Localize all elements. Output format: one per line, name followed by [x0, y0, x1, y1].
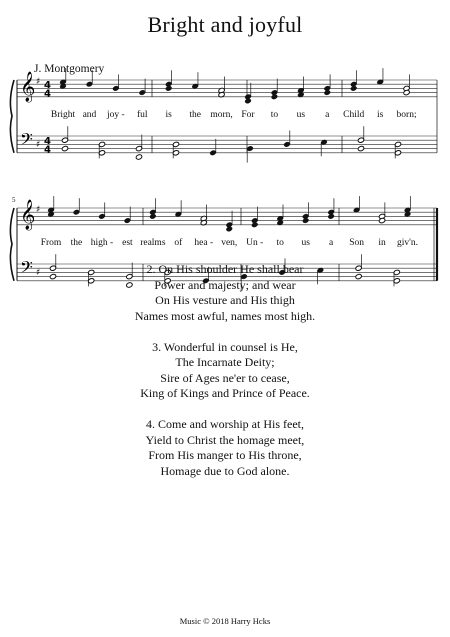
lyric-syllable: us — [301, 237, 310, 248]
verse-line: On His vesture and His thigh — [155, 293, 295, 307]
chord-note — [271, 94, 278, 100]
verse-line: Sire of Ages ne'er to cease, — [160, 370, 290, 385]
verses — [0, 262, 450, 495]
sharp-icon: ♯ — [36, 77, 41, 87]
verse-line: Names most awful, names most high. — [134, 308, 316, 323]
verse-line: Homage due to God alone. — [160, 463, 290, 478]
page-title: Bright and joyful — [147, 12, 303, 37]
score-system-1 — [10, 68, 437, 163]
lyric-syllable: the — [189, 109, 201, 120]
composer-credit: J. Montgomery — [34, 63, 105, 75]
lyric-syllable: Son — [349, 237, 364, 248]
lyric-syllable: high - — [90, 237, 114, 248]
bass-clef: 𝄢 — [20, 257, 33, 281]
verse-line: 3. Wonderful in counsel is He, — [152, 339, 298, 354]
lyric-syllable: realms — [140, 237, 166, 248]
lyric-syllable: From — [40, 237, 62, 248]
lyric-syllable: ful — [137, 109, 148, 120]
lyric-syllable: a — [329, 237, 334, 248]
lyric-syllable: in — [378, 237, 386, 248]
verse-line: 4. Come and worship at His feet, — [146, 417, 304, 431]
chord-note — [357, 146, 364, 152]
lyric-syllable: to — [276, 237, 284, 248]
verse-line: The Incarnate Deity; — [175, 355, 275, 369]
verse-line: Yield to Christ the homage meet, — [145, 432, 305, 447]
sharp-icon: ♯ — [36, 205, 41, 215]
verse-3 — [0, 340, 450, 402]
treble-clef: 𝄞 — [20, 200, 36, 230]
time-signature-top: 4 — [44, 80, 51, 91]
lyric-syllable: born; — [396, 109, 417, 120]
bass-clef: 𝄢 — [20, 129, 33, 153]
lyric-syllable: is — [165, 109, 172, 120]
verse-2 — [0, 262, 450, 324]
lyric-syllable: Un - — [246, 237, 264, 248]
chord-note — [149, 213, 156, 219]
chord-note — [328, 213, 335, 219]
brace — [10, 80, 14, 153]
lyric-syllable: to — [270, 109, 279, 120]
verse-line: Power and majesty; and wear — [154, 277, 296, 292]
lyric-syllable: ven, — [221, 237, 238, 248]
lyric-syllable: est — [122, 237, 133, 248]
chord-note — [244, 98, 251, 104]
sharp-icon: ♯ — [36, 268, 41, 278]
copyright-footer: Music © 2018 Harry Hcks — [179, 616, 271, 626]
lyric-syllable: joy - — [107, 109, 125, 120]
lyric-syllable: morn, — [210, 109, 233, 120]
lyric-syllable: Child — [343, 109, 365, 120]
chord-note — [350, 85, 357, 91]
chord-note — [302, 218, 309, 224]
chord-note — [226, 226, 233, 232]
verse-line: King of Kings and Prince of Peace. — [140, 386, 310, 400]
verse-line: From His manger to His throne, — [148, 448, 302, 462]
lyric-syllable: the — [70, 237, 83, 248]
lyric-syllable: and — [82, 109, 97, 120]
verse-4 — [0, 417, 450, 479]
lyric-syllable: Bright — [50, 109, 76, 120]
time-signature-bottom: 4 — [44, 144, 51, 156]
time-signature-bottom: 4 — [44, 88, 51, 100]
lyric-syllable: is — [376, 109, 384, 120]
chord-note — [251, 222, 258, 228]
lyric-syllable: of — [174, 237, 183, 248]
chord-note — [61, 146, 68, 152]
treble-clef: 𝄞 — [20, 72, 36, 102]
chord-note — [324, 90, 331, 96]
time-signature-top: 4 — [44, 136, 51, 147]
lyric-syllable: For — [241, 109, 255, 120]
measure-number: 5 — [12, 196, 16, 204]
lyric-syllable: hea - — [194, 237, 214, 248]
verse-line: 2. On His shoulder He shall bear — [146, 262, 304, 276]
chord-note — [165, 85, 172, 91]
chord-note — [135, 154, 142, 160]
lyric-syllable: a — [325, 109, 330, 120]
lyric-syllable: giv'n. — [397, 237, 419, 248]
sharp-icon: ♯ — [36, 140, 41, 150]
lyric-syllable: us — [296, 109, 306, 120]
